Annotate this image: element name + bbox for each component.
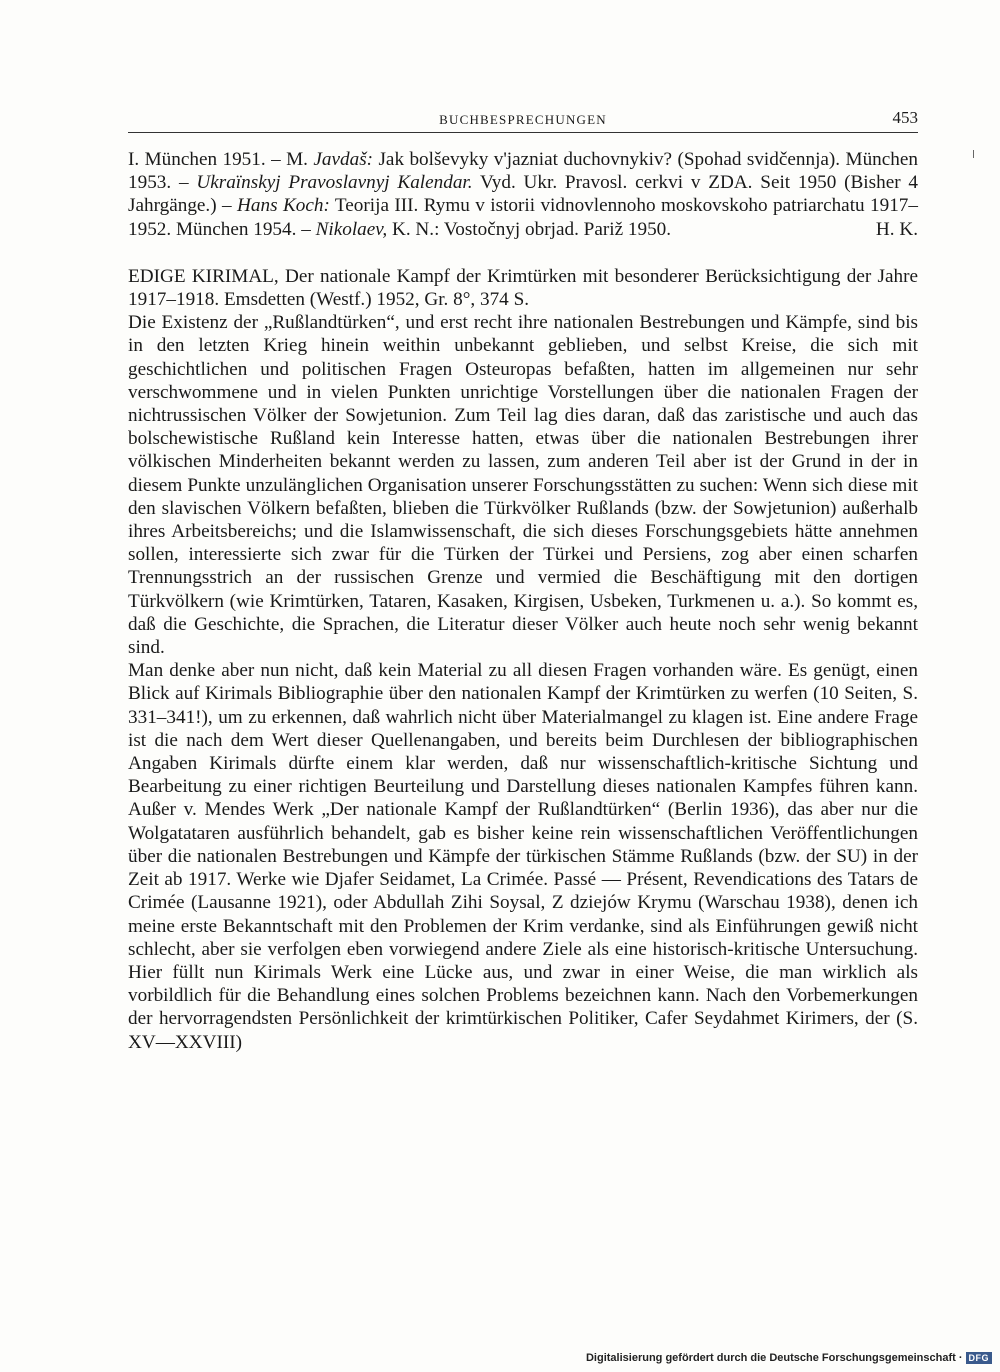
- review-paragraph-1: Die Existenz der „Rußlandtürken“, und erst recht ihre nationalen Bestrebungen und Kämpfe, sind bis in den letzten Krieg hinein weithin unbekannt geblieben, und selbst Kreise, die sich mit geschichtlichen und politischen Fragen Osteuropas befaßten, hatten im allgemeinen nur sehr verschwommene und in vielen Punkten unrichtige Vorstellungen über die nationalen Fragen der nichtrussischen Völker der Sowjetunion. Zum Teil lag dies daran, daß das zaristische und auch das bolschewistische Rußland kein Interesse hatten, etwas über die nationalen Bestrebungen ihrer völkischen Minderheiten bekannt werden zu lassen, zum anderen Teil aber ist der Grund in der in diesem Punkte unzulänglichen Organisation unserer Forschungsstätten zu suchen: Wenn sich diese mit den slavischen Völkern befaßten, blieben die Türkvölker Rußlands (bzw. der Sowjetunion) außerhalb ihres Arbeitsbereichs; und die Islamwissenschaft, die sich dieses Forschungsgebiets hätte annehmen sollen, interessierte sich zwar für die Türken der Türkei und Persiens, zog aber einen scharfen Trennungsstrich an der russischen Grenze und vermied die Beschäftigung mit den dortigen Türkvölkern (wie Krimtürken, Tataren, Kasaken, Kirgisen, Usbeken, Turkmenen u. a.). So kommt es, daß die Geschichte, die Sprachen, die Literatur dieser Völker auch heute noch sehr wenig bekannt sind.: [128, 312, 918, 659]
- running-title: BUCHBESPRECHUNGEN: [439, 112, 607, 127]
- scan-mark: [973, 150, 974, 158]
- page-header: [128, 108, 918, 132]
- prev-text-2: Jak bolševyky v'jazniat duchovnykiv? (Spohad svidčennja). München 1953. –: [128, 149, 918, 194]
- page-number: 453: [892, 108, 918, 127]
- prev-text-1: I. München 1951. – M.: [128, 149, 314, 170]
- header-rule: [128, 132, 918, 133]
- digitization-footer: [586, 1350, 992, 1366]
- prev-text-5: K. N.: Vostočnyj obrjad. Pariž 1950.: [387, 218, 672, 240]
- dfg-logo: DFG: [966, 1352, 993, 1364]
- prev-title-1: Ukraïnskyj Pravoslavnyj Kalendar.: [196, 172, 473, 194]
- prev-text-4: Teorija III. Rymu v istorii vidnovlennoho moskovskoho patriarchatu 1917–1952. München 1954. –: [128, 195, 918, 240]
- review-heading: EDIGE KIRIMAL, Der nationale Kampf der Krimtürken mit besonderer Berücksichtigung der Jahre 1917–1918. Emsdetten (Westf.) 1952, Gr. 8°, 374 S.: [128, 265, 918, 311]
- prev-author-1: Javdaš:: [313, 149, 374, 170]
- previous-review-tail: [128, 148, 918, 241]
- review-paragraph-2: Man denke aber nun nicht, daß kein Material zu all diesen Fragen vorhanden wäre. Es genügt, einen Blick auf Kirimals Bibliographie über den nationalen Kampf der Krimtürken zu werfen (10 Seiten, S. 331–341!), um zu erkennen, daß wahrlich nicht über Materialmangel zu klagen ist. Eine andere Frage ist die nach dem Wert dieser Quellenangaben, und bereits beim Durchlesen der bibliographischen Angaben Kirimals dürfte einem klar werden, daß nur wissenschaftlich-kritische Sichtung und Bearbeitung zu einer richtigen Beurteilung und Darstellung dieses nationalen Kampfes führen kann. Außer v. Mendes Werk „Der nationale Kampf der Rußlandtürken“ (Berlin 1936), das aber nur die Wolgatataren ausführlich behandelt, gab es bisher keine rein wissenschaftlichen Veröffentlichungen über die nationalen Bestrebungen und Kämpfe der türkischen Stämme Rußlands (bzw. der SU) in der Zeit ab 1917. Werke wie Djafer Seidamet, La Crimée. Passé — Présent, Revendications des Tatars de Crimée (Lausanne 1921), oder Abdullah Zihi Soysal, Z dziejów Krymu (Warschau 1938), denen ich meine erste Bekanntschaft mit den Problemen der Krim verdanke, sind als Einführungen gewiß nicht schlecht, aber sie verfolgen eben vorwiegend andere Ziele als eine historisch-kritische Untersuchung. Hier füllt nun Kirimals Werk eine Lücke aus, und zwar in einer Weise, die man wirklich als vorbildlich für die Behandlung eines solchen Problems bezeichnen kann. Nach den Vorbemerkungen der hervorragendsten Persönlichkeit der krimtürkischen Politiker, Cafer Seydahmet Kirimers, der (S. XV—XXVIII): [128, 660, 918, 1053]
- page-body: [128, 148, 918, 1054]
- prev-author-2: Hans Koch:: [237, 195, 330, 217]
- prev-author-3: Nikolaev,: [315, 218, 388, 240]
- reviewer-signature: H. K.: [875, 218, 918, 240]
- prev-text-3: Vyd. Ukr. Pravosl. cerkvi v ZDA. Seit 1950 (Bisher 4 Jahrgänge.) –: [128, 172, 918, 217]
- footer-text: Digitalisierung gefördert durch die Deutsche Forschungsgemeinschaft ·: [585, 1352, 963, 1364]
